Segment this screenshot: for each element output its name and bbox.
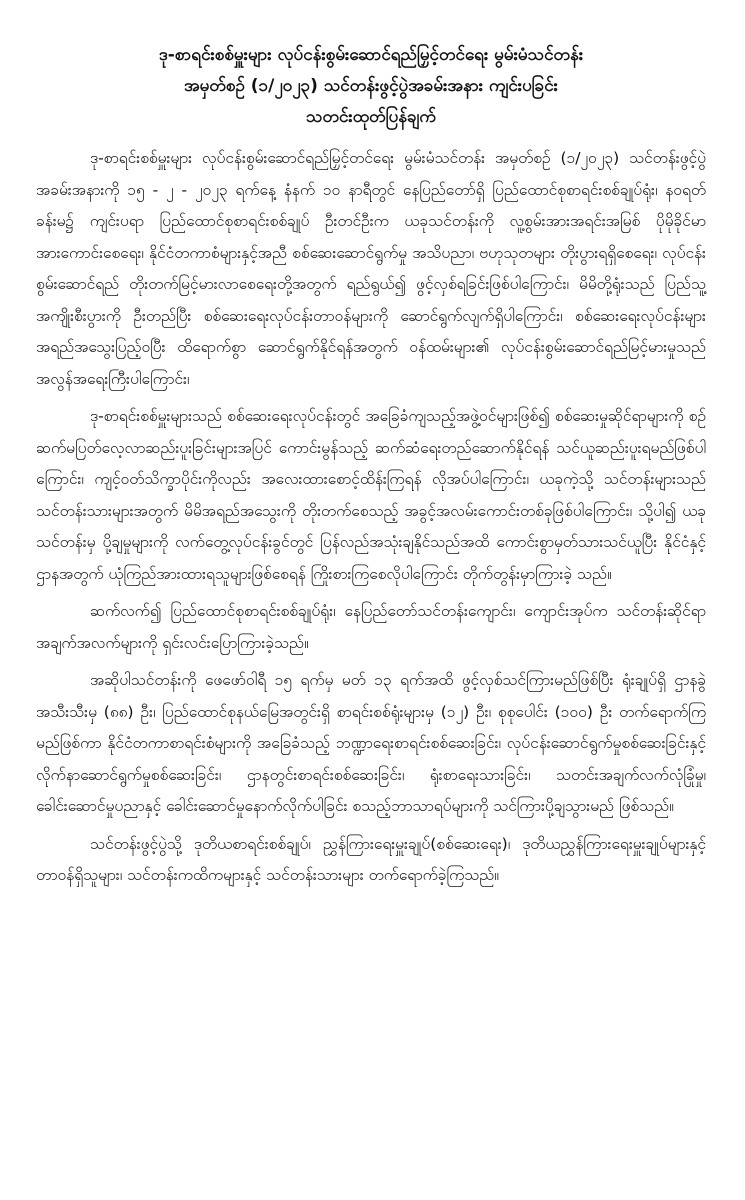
body-paragraph-5: သင်တန်းဖွင့်ပွဲသို့ ဒုတိယစာရင်းစစ်ချုပ်၊ ညွှန်ကြားရေးမှူးချုပ်(စစ်ဆေးရေး)၊ ဒုတိယညွှန်ကြားရေးမှူးချုပ်များနှင့် တာဝန်ရှိသူများ၊ သင်တန်းကထိကများနှင့် သင်တန်းသားများ တက်ရောက်ခဲ့ကြသည်။ [36,834,706,884]
document-header [36,40,706,133]
body-paragraph-3: ဆက်လက်၍ ပြည်ထောင်စုစာရင်းစစ်ချုပ်ရုံး၊ နေပြည်တော်သင်တန်းကျောင်း၊ ကျောင်းအုပ်က သင်တန်းဆိုင်ရာအချက်အလက်များကို ရှင်းလင်းပြောကြားခဲ့သည်။ [36,602,706,652]
press-release-page [36,40,706,898]
document-body [36,143,706,892]
document-heading: သတင်းထုတ်ပြန်ချက် [306,107,436,127]
body-paragraph-4: အဆိုပါသင်တန်းကို ဖေဖော်ဝါရီ ၁၅ ရက်မှ မတ် ၁၃ ရက်အထိ ဖွင့်လှစ်သင်ကြားမည်ဖြစ်ပြီး ရုံးချုပ်ရှိ ဌာနခွဲအသီးသီးမှ (၈၈) ဦး၊ ပြည်ထောင်စုနယ်မြေအတွင်းရှိ စာရင်းစစ်ရုံးများမှ (၁၂) ဦး၊ စုစုပေါင်း (၁၀၀) ဦး တက်ရောက်ကြမည်ဖြစ်ကာ နိုင်ငံတကာစာရင်းစံများကို အခြေခံသည့် ဘဏ္ဍာရေးစာရင်းစစ်ဆေးခြင်း၊ လုပ်ငန်းဆောင်ရွက်မှုစစ်ဆေးခြင်းနှင့် လိုက်နာဆောင်ရွက်မှုစစ်ဆေးခြင်း၊ ဌာနတွင်းစာရင်းစစ်ဆေးခြင်း၊ ရုံးစာရေးသားခြင်း၊ သတင်းအချက်လက်လုံခြုံမှု၊ ခေါင်းဆောင်မှုပညာနှင့် ခေါင်းဆောင်မှုနောက်လိုက်ပါခြင်း စသည့်ဘာသာရပ်များကို သင်ကြားပို့ချသွားမည် ဖြစ်သည်။ [36,671,706,815]
document-title: ဒု-စာရင်းစစ်မှူးများ လုပ်ငန်းစွမ်းဆောင်ရည်မြှင့်တင်ရေး မွမ်းမံသင်တန်း [158,45,584,65]
document-subtitle: အမှတ်စဉ် (၁/၂၀၂၃) သင်တန်းဖွင့်ပွဲအခမ်းအနား ကျင်းပခြင်း [184,76,558,96]
body-paragraph-1: ဒု-စာရင်းစစ်မှူးများ လုပ်ငန်းစွမ်းဆောင်ရည်မြှင့်တင်ရေး မွမ်းမံသင်တန်း အမှတ်စဉ် (၁/၂၀၂၃) သင်တန်းဖွင့်ပွဲအခမ်းအနားကို ၁၅ - ၂ - ၂၀၂၃ ရက်နေ့ နံနက် ၁၀ နာရီတွင် နေပြည်တော်ရှိ ပြည်ထောင်စုစာရင်းစစ်ချုပ်ရုံး၊ နဝရတ်ခန်းမ၌ ကျင်းပရာ ပြည်ထောင်စုစာရင်းစစ်ချုပ် ဦးတင်ဦးက ယခုသင်တန်းကို လူ့စွမ်းအားအရင်းအမြစ် ပိုမိုခိုင်မာအားကောင်းစေရေး၊ နိုင်ငံတကာစံများနှင့်အညီ စစ်ဆေးဆောင်ရွက်မှု အသိပညာ၊ ဗဟုသုတများ တိုးပွားရရှိစေရေး၊ လုပ်ငန်းစွမ်းဆောင်ရည် တိုးတက်မြင့်မားလာစေရေးတို့အတွက် ရည်ရွယ်၍ ဖွင့်လှစ်ရခြင်းဖြစ်ပါကြောင်း၊ မိမိတို့ရုံးသည် ပြည်သူ့အကျိုးစီးပွားကို ဦးတည်ပြီး စစ်ဆေးရေးလုပ်ငန်းတာဝန်များကို ဆောင်ရွက်လျက်ရှိပါကြောင်း၊ စစ်ဆေးရေးလုပ်ငန်းများ အရည်အသွေးပြည့်ဝပြီး ထိရောက်စွာ ဆောင်ရွက်နိုင်ရန်အတွက် ဝန်ထမ်းများ၏ လုပ်ငန်းစွမ်းဆောင်ရည်မြင့်မားမှုသည် အလွန်အရေးကြီးပါကြောင်း၊ [36,149,706,388]
body-paragraph-2: ဒု-စာရင်းစစ်မှူးများသည် စစ်ဆေးရေးလုပ်ငန်းတွင် အခြေခံကျသည့်အဖွဲ့ဝင်များဖြစ်၍ စစ်ဆေးမှုဆိုင်ရာများကို စဉ်ဆက်မပြတ်လေ့လာဆည်းပူးခြင်းများအပြင် ကောင်းမွန်သည့် ဆက်ဆံရေးတည်ဆောက်နိုင်ရန် သင်ယူဆည်းပူးရမည်ဖြစ်ပါကြောင်း၊ ကျင့်ဝတ်သိက္ခာပိုင်းကိုလည်း အလေးထားစောင့်ထိန်းကြရန် လိုအပ်ပါကြောင်း၊ ယခုကဲ့သို့ သင်တန်းများသည် သင်တန်းသားများအတွက် မိမိအရည်အသွေးကို တိုးတက်စေသည့် အခွင့်အလမ်းကောင်းတစ်ခုဖြစ်ပါကြောင်း၊ သို့ပါ၍ ယခုသင်တန်းမှ ပို့ချမှုများကို လက်တွေ့လုပ်ငန်းခွင်တွင် ပြန်လည်အသုံးချနိုင်သည်အထိ ကောင်းစွာမှတ်သားသင်ယူပြီး နိုင်ငံနှင့် ဌာနအတွက် ယုံကြည်အားထားရသူများဖြစ်စေရန် ကြိုးစားကြစေလိုပါကြောင်း တိုက်တွန်းမှာကြားခဲ့ သည်။ [36,407,706,583]
